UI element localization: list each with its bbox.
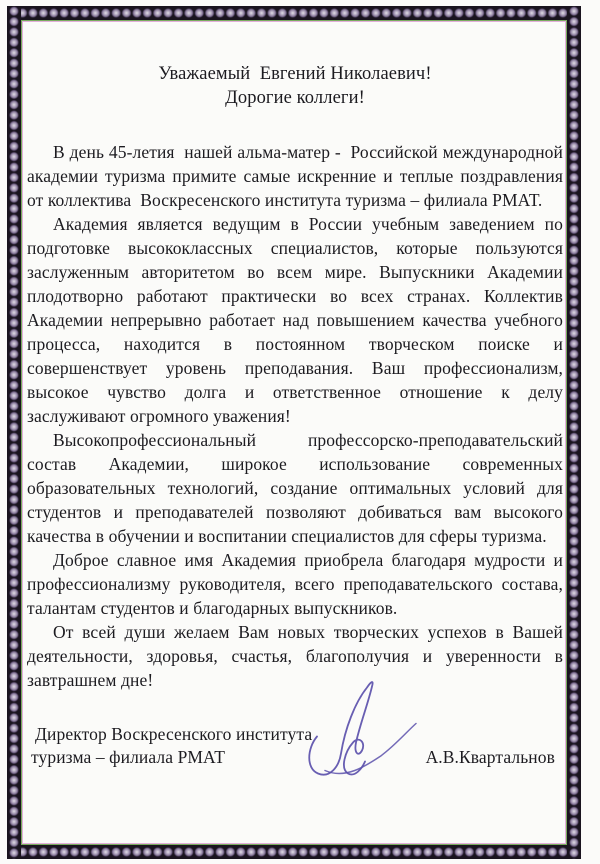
paragraph: Высокопрофессиональный профессорско-преподавательский состав Академии, широкое использование современных образовательных технологий, создание оптимальных условий для студентов и преподавателей позволяют добиваться вам высокого качества в обучении и воспитании специалистов для сферы туризма. — [27, 430, 563, 546]
signatory-position-line-2: туризма – филиала РМАТ — [31, 747, 226, 767]
letter-body — [27, 140, 563, 692]
greeting-block — [27, 62, 563, 110]
decorative-border-top — [7, 6, 581, 20]
letter-content — [27, 24, 563, 844]
greeting-line-1: Уважаемый Евгений Николаевич! — [158, 64, 432, 84]
signatory-position — [31, 723, 313, 769]
paragraph: Академия является ведущим в России учебным заведением по подготовке высококлассных специалистов, которые пользуются заслуженным авторитетом во всем мире. Выпускники Академии плодотворно работают практически во всех странах. Коллектив Академии непрерывно работает над повышением качества учебного процесса, находится в постоянном творческом поиске и совершенствует уровень преподавания. Ваш профессионализм, высокое чувство долга и ответственное отношение к делу заслуживают огромного уважения! — [27, 214, 563, 426]
decorative-border-bottom — [7, 845, 581, 859]
decorative-border-left — [7, 6, 21, 859]
paragraph: От всей души желаем Вам новых творческих успехов в Вашей деятельности, здоровья, счастья, благополучия и уверенности в завтрашнем дне! — [27, 622, 563, 690]
handwritten-signature-icon — [295, 675, 430, 793]
decorative-border-right — [567, 6, 581, 859]
paragraph: Доброе славное имя Академия приобрела благодаря мудрости и профессионализму руководителя, всего преподавательского состава, талантам студентов и благодарных выпускников. — [27, 550, 563, 618]
paragraph: В день 45-летия нашей альма-матер - Российской международной академии туризма примите самые искренние и теплые поздравления от коллектива Воскресенского института туризма – филиала РМАТ. — [27, 142, 563, 210]
greeting-line-2: Дорогие коллеги! — [225, 88, 365, 108]
signatory-name: А.В.Квартальнов — [425, 747, 555, 767]
signature-block — [27, 705, 563, 795]
signatory-position-line-1: Директор Воскресенского института — [35, 724, 313, 744]
